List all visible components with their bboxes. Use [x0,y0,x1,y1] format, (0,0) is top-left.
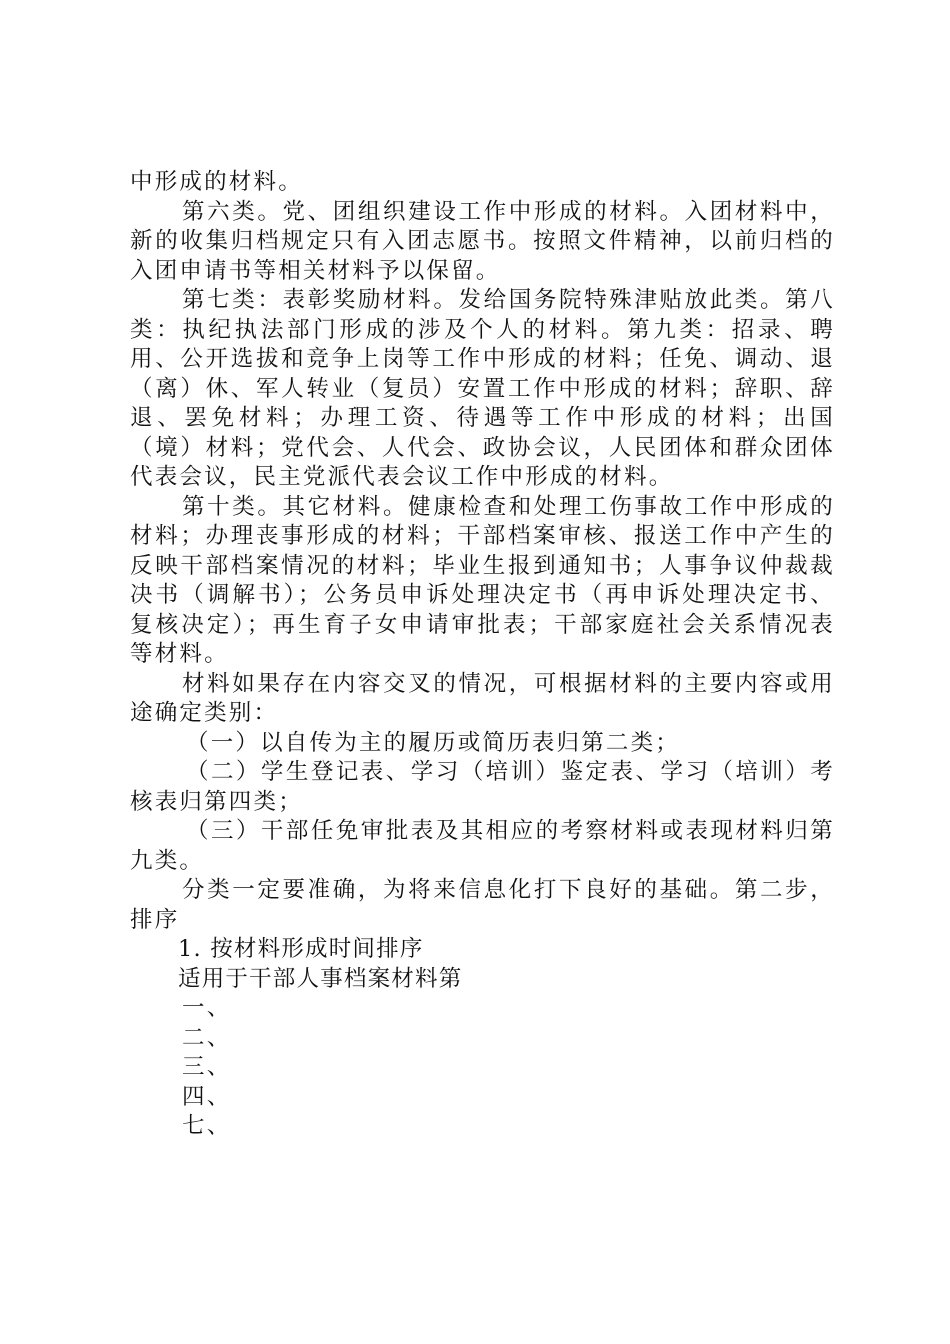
list-item-two: 二、 [182,1024,232,1051]
paragraph-rule-two: （二）学生登记表、学习（培训）鉴定表、学习（培训）考核表归第四类； [130,759,835,815]
list-item-three: 三、 [182,1054,232,1080]
paragraph-continuation: 中形成的材料。 [130,169,303,195]
heading-sort-by-time: 1. 按材料形成时间排序 [178,936,424,962]
paragraph-overlap-rule: 材料如果存在内容交叉的情况，可根据材料的主要内容或用途确定类别： [130,670,835,726]
paragraph-rule-one: （一）以自传为主的履历或简历表归第二类； [186,729,681,756]
list-item-four: 四、 [182,1083,232,1110]
list-item-seven: 七、 [182,1113,232,1139]
paragraph-category-six: 第六类。党、团组织建设工作中形成的材料。入团材料中，新的收集归档规定只有入团志愿书。按照文件精神，以前归档的入团申请书等相关材料予以保留。 [130,198,835,284]
document-body [130,168,835,1142]
list-item-one: 一、 [182,995,232,1021]
paragraph-rule-three: （三）干部任免审批表及其相应的考察材料或表现材料归第九类。 [130,818,835,874]
paragraph-category-ten: 第十类。其它材料。健康检查和处理工伤事故工作中形成的材料；办理丧事形成的材料；干部档案审核、报送工作中产生的反映干部档案情况的材料；毕业生报到通知书；人事争议仲裁裁决书（调解书）；公务员申诉处理决定书（再申诉处理决定书、复核决定）；再生育子女申请审批表；干部家庭社会关系情况表等材料。 [130,493,835,667]
paragraph-applies-to: 适用于干部人事档案材料第 [178,965,463,992]
paragraph-category-seven-to-nine: 第七类：表彰奖励材料。发给国务院特殊津贴放此类。第八类：执纪执法部门形成的涉及个人的材料。第九类：招录、聘用、公开选拔和竞争上岗等工作中形成的材料；任免、调动、退（离）休、军人转业（复员）安置工作中形成的材料；辞职、辞退、罢免材料；办理工资、待遇等工作中形成的材料；出国（境）材料；党代会、人代会、政协会议，人民团体和群众团体代表会议，民主党派代表会议工作中形成的材料。 [130,287,835,490]
paragraph-step-two: 分类一定要准确，为将来信息化打下良好的基础。第二步，排序 [130,877,835,933]
